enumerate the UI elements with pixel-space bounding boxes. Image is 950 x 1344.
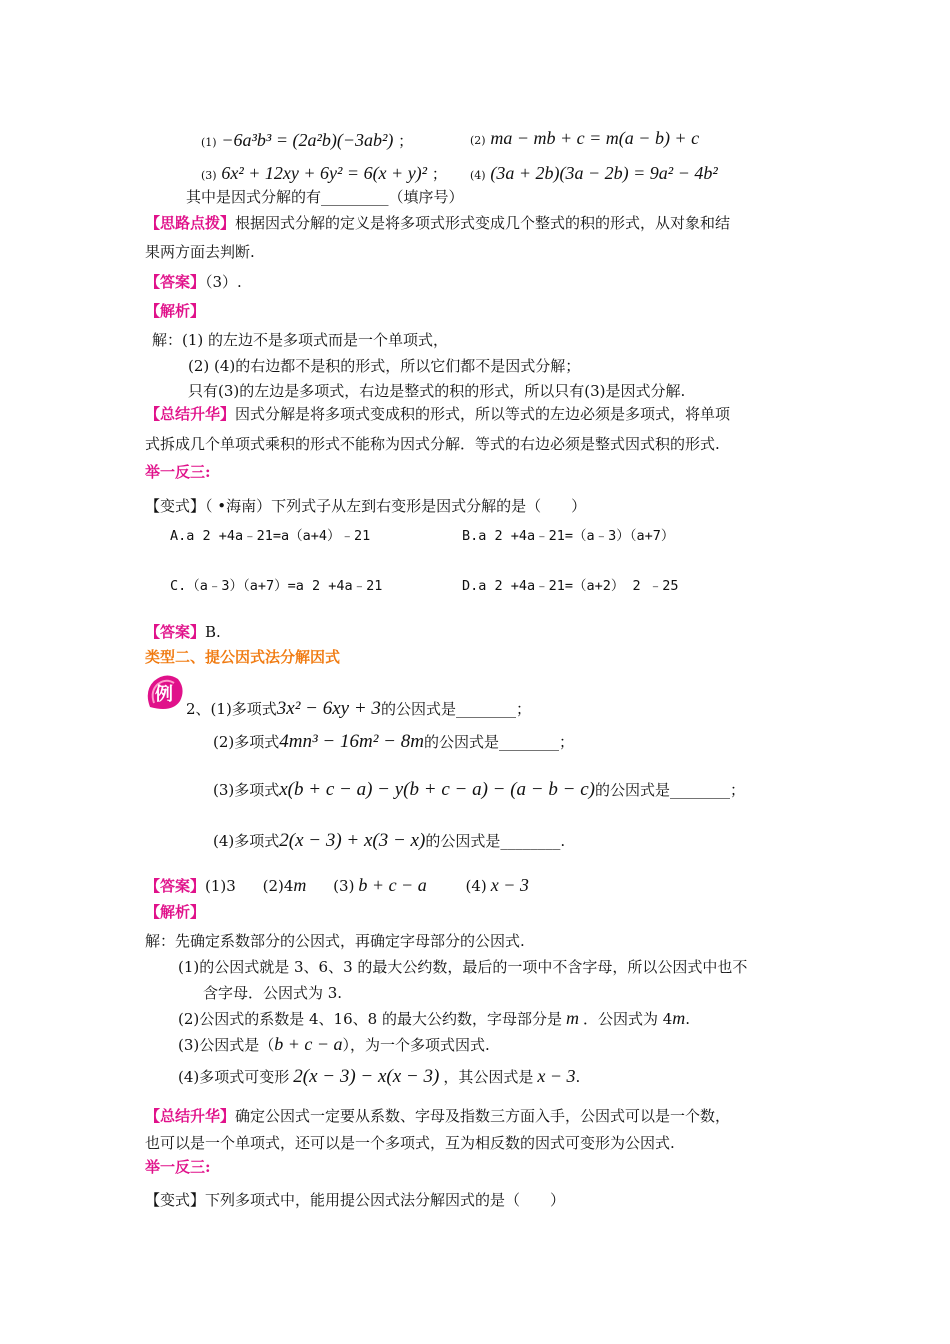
analysis-2-line-0: 解：先确定系数部分的公因式，再确定字母部分的公因式. — [145, 932, 525, 950]
analysis-2-line-4: (4)多项式可变形 2(x − 3) − x(x − 3) ，其公因式是 x − 3. — [178, 1066, 581, 1087]
answer-2: 【答案】B. — [145, 623, 221, 641]
equation: (3a + 2b)(3a − 2b) = 9a² − 4b² — [490, 163, 718, 183]
summary-1-line-1: 【总结升华】因式分解是将多项式变成积的形式，所以等式的左边必须是多项式，将单项 — [145, 405, 731, 423]
q2-line-1: 2、(1)多项式3x² − 6xy + 3的公因式是________； — [186, 698, 531, 719]
q2-line-3: (3)多项式x(b + c − a) − y(b + c − a) − (a − b − c)的公因式是________； — [213, 779, 745, 800]
equation: ma − mb + c = m(a − b) + c — [490, 128, 700, 148]
q2-line-4: (4)多项式2(x − 3) + x(3 − x)的公因式是________. — [213, 830, 566, 851]
tip-line-1: 【思路点拨】根据因式分解的定义是将多项式形式变成几个整式的积的形式，从对象和结 — [145, 214, 731, 232]
q2-line-2: (2)多项式4mn³ − 16m² − 8m的公因式是________； — [213, 731, 574, 752]
eq-1: (1) −6a³b³ = (2a²b)(−3ab²) ； — [201, 130, 414, 150]
summary-2-line-2: 也可以是一个单项式，还可以是一个多项式，互为相反数的因式可变形为公因式. — [145, 1134, 675, 1152]
answer-1: 【答案】（3）. — [145, 273, 242, 291]
variant-1-stem: 【变式】（ •海南）下列式子从左到右变形是因式分解的是（ ） — [145, 497, 587, 515]
equation: −6a³b³ = (2a²b)(−3ab²) — [221, 130, 394, 150]
section-heading-type2: 类型二、提公因式法分解因式 — [145, 648, 341, 666]
example-badge-icon — [144, 673, 184, 713]
analysis-1-line-3: 只有(3)的左边是多项式，右边是整式的积的形式，所以只有(3)是因式分解. — [188, 382, 686, 400]
eq-4: (4) (3a + 2b)(3a − 2b) = 9a² − 4b² — [470, 163, 718, 183]
analysis-2-line-1: (1)的公因式就是 3、6、3 的最大公约数，最后的一项中不含字母，所以公因式中也不 — [178, 958, 748, 976]
variant-2-stem: 【变式】下列多项式中，能用提公因式法分解因式的是（ ） — [145, 1191, 566, 1209]
analysis-2-tag: 【解析】 — [145, 903, 206, 921]
summary-1-line-2: 式拆成几个单项式乘积的形式不能称为因式分解．等式的右边必须是整式因式积的形式. — [145, 435, 720, 453]
summary-2-line-1: 【总结升华】确定公因式一定要从系数、字母及指数三方面入手，公因式可以是一个数， — [145, 1107, 731, 1125]
equation: 6x² + 12xy + 6y² = 6(x + y)² — [221, 163, 428, 183]
option-a: A.a 2 +4a﹣21=a（a+4）﹣21 — [170, 528, 371, 544]
analysis-1-line-1: 解：(1) 的左边不是多项式而是一个单项式， — [152, 331, 449, 349]
analysis-1-tag: 【解析】 — [145, 302, 206, 320]
answer-3: 【答案】(1)3 (2)4m (3) b + c − a (4) x − 3 — [145, 875, 529, 895]
eq-2: (2) ma − mb + c = m(a − b) + c — [470, 128, 700, 148]
eq-3: (3) 6x² + 12xy + 6y² = 6(x + y)² ； — [201, 163, 447, 183]
option-b: B.a 2 +4a﹣21=（a﹣3）（a+7） — [462, 528, 675, 544]
analysis-2-line-1b: 含字母．公因式为 3. — [203, 984, 343, 1002]
analysis-2-line-2: (2)公因式的系数是 4、16、8 的最大公约数，字母部分是 m ．公因式为 4m. — [178, 1008, 691, 1028]
option-c: C.（a﹣3）（a+7）=a 2 +4a﹣21 — [170, 578, 383, 594]
analysis-1-line-2: (2) (4)的右边都不是积的形式，所以它们都不是因式分解； — [188, 357, 581, 375]
option-d: D.a 2 +4a﹣21=（a+2） 2 ﹣25 — [462, 578, 679, 594]
jyfs-heading-1: 举一反三: — [145, 463, 211, 481]
q1-prompt: 其中是因式分解的有_________（填序号） — [186, 188, 464, 206]
tip-line-2: 果两方面去判断. — [145, 243, 255, 261]
analysis-2-line-3: (3)公因式是（b + c − a），为一个多项式因式. — [178, 1034, 490, 1054]
example-badge-label: 例 — [155, 684, 173, 705]
jyfs-heading-2: 举一反三: — [145, 1158, 211, 1176]
